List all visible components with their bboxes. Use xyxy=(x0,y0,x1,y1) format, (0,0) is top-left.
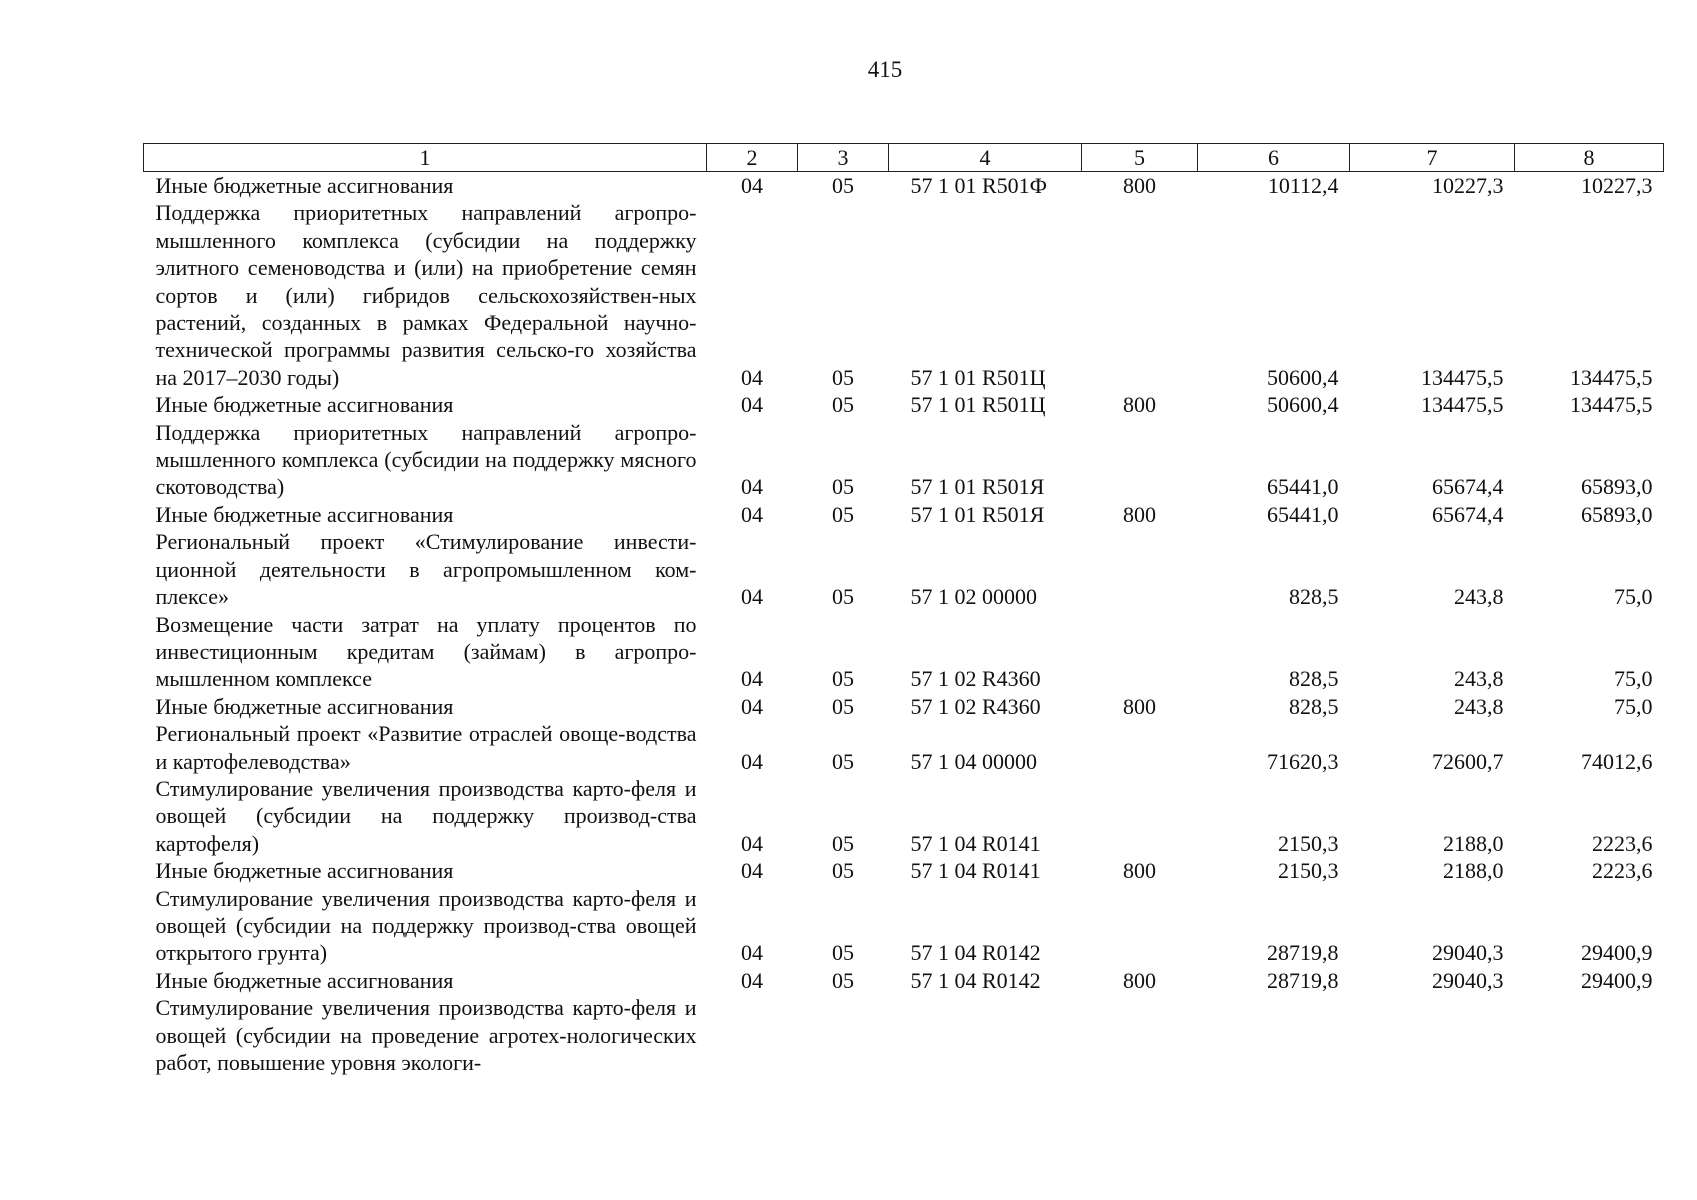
target-article-code: 57 1 01 R501Я xyxy=(910,474,1045,500)
column-header: 5 xyxy=(1082,144,1198,172)
expense-type-code xyxy=(1082,199,1198,391)
target-article-code: 57 1 04 R0141 xyxy=(910,830,1041,856)
item-name: Иные бюджетные ассигнования xyxy=(155,858,454,884)
section-code: 04 xyxy=(741,584,763,610)
column-header: 1 xyxy=(144,144,707,172)
section-code: 04 xyxy=(741,173,763,198)
expense-type-code xyxy=(1082,720,1198,775)
section-code: 04 xyxy=(741,830,763,856)
item-name: Поддержка приоритетных направлений агропро-мышленного комплекса (субсидии на поддержку элитного семеноводства и (или) на приобретение семян сортов и (или) гибридов сельскохозяйствен-ных растений, созданных в рамках Федеральной научно-технической программы развития сельско-го хозяйства на 2017–2030 годы) xyxy=(155,200,697,390)
amount-col7: 243,8 xyxy=(1454,584,1504,610)
subsection-code: 05 xyxy=(832,940,854,966)
table-row xyxy=(144,720,1664,775)
table-row xyxy=(144,528,1664,610)
amount-col6: 50600,4 xyxy=(1267,392,1339,418)
expense-type-code: 800 xyxy=(1123,858,1156,884)
subsection-code: 05 xyxy=(832,830,854,856)
subsection-code: 05 xyxy=(832,693,854,719)
target-article-code: 57 1 04 00000 xyxy=(910,748,1037,774)
target-article-code: 57 1 04 R0141 xyxy=(910,858,1041,884)
expense-type-code xyxy=(1082,611,1198,693)
amount-col7: 72600,7 xyxy=(1432,748,1504,774)
amount-col8: 65893,0 xyxy=(1581,501,1653,527)
budget-table xyxy=(143,143,1664,1076)
amount-col8: 10227,3 xyxy=(1581,173,1653,198)
amount-col8: 29400,9 xyxy=(1581,940,1653,966)
section-code: 04 xyxy=(741,666,763,692)
item-name: Стимулирование увеличения производства карто-феля и овощей (субсидии на проведение агротех-нологических работ, повышение уровня экологи- xyxy=(155,995,697,1075)
subsection-code: 05 xyxy=(832,967,854,993)
amount-col7: 29040,3 xyxy=(1432,940,1504,966)
column-header: 2 xyxy=(707,144,798,172)
section-code: 04 xyxy=(741,967,763,993)
table-row xyxy=(144,419,1664,501)
amount-col6: 2150,3 xyxy=(1278,858,1339,884)
page-number: 415 xyxy=(867,57,903,82)
amount-col7: 65674,4 xyxy=(1432,474,1504,500)
target-article-code: 57 1 04 R0142 xyxy=(910,940,1041,966)
item-name: Поддержка приоритетных направлений агропро-мышленного комплекса (субсидии на поддержку мясного скотоводства) xyxy=(155,419,697,500)
table-row xyxy=(144,501,1664,528)
amount-col8: 74012,6 xyxy=(1581,748,1653,774)
amount-col7: 10227,3 xyxy=(1432,173,1504,198)
expense-type-code: 800 xyxy=(1123,173,1156,198)
section-code: 04 xyxy=(741,748,763,774)
table-row xyxy=(144,611,1664,693)
table-row xyxy=(144,857,1664,884)
amount-col6: 28719,8 xyxy=(1267,967,1339,993)
target-article-code: 57 1 01 R501Ц xyxy=(910,364,1046,390)
amount-col8: 75,0 xyxy=(1614,584,1653,610)
table-row xyxy=(144,199,1664,391)
target-article-code: 57 1 02 R4360 xyxy=(910,666,1041,692)
table-row xyxy=(144,775,1664,857)
section-code: 04 xyxy=(741,474,763,500)
amount-col6: 828,5 xyxy=(1289,693,1339,719)
section-code: 04 xyxy=(741,940,763,966)
header-row xyxy=(144,144,1664,172)
column-header: 6 xyxy=(1198,144,1350,172)
item-name: Иные бюджетные ассигнования xyxy=(155,392,454,418)
amount-col8: 134475,5 xyxy=(1570,364,1653,390)
target-article-code: 57 1 02 R4360 xyxy=(910,693,1041,719)
amount-col7: 134475,5 xyxy=(1421,364,1504,390)
subsection-code: 05 xyxy=(832,666,854,692)
expense-type-code: 800 xyxy=(1123,392,1156,418)
expense-type-code xyxy=(1082,528,1198,610)
section-code: 04 xyxy=(741,364,763,390)
subsection-code: 05 xyxy=(832,173,854,198)
column-header: 8 xyxy=(1515,144,1664,172)
expense-type-code xyxy=(1082,994,1198,1076)
item-name: Возмещение части затрат на уплату процентов по инвестиционным кредитам (займам) в агропро-мышленном комплексе xyxy=(155,611,697,692)
column-header: 4 xyxy=(889,144,1082,172)
amount-col8: 75,0 xyxy=(1614,693,1653,719)
amount-col8: 29400,9 xyxy=(1581,967,1653,993)
item-name: Стимулирование увеличения производства карто-феля и овощей (субсидии на поддержку производ-ства овощей открытого грунта) xyxy=(155,885,697,966)
subsection-code xyxy=(798,994,889,1076)
table-row xyxy=(144,391,1664,418)
target-article-code: 57 1 02 00000 xyxy=(910,584,1037,610)
amount-col7: 29040,3 xyxy=(1432,967,1504,993)
expense-type-code: 800 xyxy=(1123,967,1156,993)
target-article-code: 57 1 01 R501Ц xyxy=(910,392,1046,418)
amount-col6: 65441,0 xyxy=(1267,501,1339,527)
column-header: 3 xyxy=(798,144,889,172)
expense-type-code xyxy=(1082,419,1198,501)
target-article-code: 57 1 01 R501Я xyxy=(910,501,1045,527)
amount-col8 xyxy=(1515,994,1664,1076)
subsection-code: 05 xyxy=(832,474,854,500)
section-code: 04 xyxy=(741,501,763,527)
amount-col6 xyxy=(1198,994,1350,1076)
table-row xyxy=(144,994,1664,1076)
subsection-code: 05 xyxy=(832,858,854,884)
amount-col6: 10112,4 xyxy=(1267,173,1339,198)
amount-col8: 75,0 xyxy=(1614,666,1653,692)
amount-col7: 134475,5 xyxy=(1421,392,1504,418)
column-header: 7 xyxy=(1350,144,1515,172)
expense-type-code: 800 xyxy=(1123,693,1156,719)
amount-col6: 2150,3 xyxy=(1278,830,1339,856)
amount-col8: 65893,0 xyxy=(1581,474,1653,500)
target-article-code xyxy=(889,994,1082,1076)
item-name: Иные бюджетные ассигнования xyxy=(155,693,454,719)
item-name: Стимулирование увеличения производства карто-феля и овощей (субсидии на поддержку производ-ства картофеля) xyxy=(155,775,697,856)
amount-col8: 2223,6 xyxy=(1592,858,1653,884)
expense-type-code xyxy=(1082,885,1198,967)
target-article-code: 57 1 01 R501Ф xyxy=(910,173,1048,198)
table-row xyxy=(144,885,1664,967)
subsection-code: 05 xyxy=(832,392,854,418)
item-name: Иные бюджетные ассигнования xyxy=(155,501,454,527)
expense-type-code: 800 xyxy=(1123,501,1156,527)
item-name: Иные бюджетные ассигнования xyxy=(155,173,454,198)
table-row xyxy=(144,693,1664,720)
subsection-code: 05 xyxy=(832,501,854,527)
subsection-code: 05 xyxy=(832,748,854,774)
amount-col8: 134475,5 xyxy=(1570,392,1653,418)
subsection-code: 05 xyxy=(832,364,854,390)
target-article-code: 57 1 04 R0142 xyxy=(910,967,1041,993)
amount-col7: 2188,0 xyxy=(1443,830,1504,856)
amount-col8: 2223,6 xyxy=(1592,830,1653,856)
section-code xyxy=(707,994,798,1076)
amount-col6: 828,5 xyxy=(1289,584,1339,610)
amount-col7 xyxy=(1350,994,1515,1076)
table-row xyxy=(144,967,1664,994)
amount-col6: 28719,8 xyxy=(1267,940,1339,966)
item-name: Региональный проект «Стимулирование инвести-ционной деятельности в агропромышленном ком-плексе» xyxy=(155,529,697,610)
amount-col6: 71620,3 xyxy=(1267,748,1339,774)
amount-col7: 243,8 xyxy=(1454,666,1504,692)
amount-col6: 828,5 xyxy=(1289,666,1339,692)
table-row xyxy=(144,172,1664,200)
item-name: Региональный проект «Развитие отраслей овоще-водства и картофелеводства» xyxy=(155,721,697,774)
amount-col7: 243,8 xyxy=(1454,693,1504,719)
amount-col6: 50600,4 xyxy=(1267,364,1339,390)
section-code: 04 xyxy=(741,858,763,884)
amount-col7: 65674,4 xyxy=(1432,501,1504,527)
amount-col7: 2188,0 xyxy=(1443,858,1504,884)
section-code: 04 xyxy=(741,392,763,418)
item-name: Иные бюджетные ассигнования xyxy=(155,967,454,993)
expense-type-code xyxy=(1082,775,1198,857)
section-code: 04 xyxy=(741,693,763,719)
amount-col6: 65441,0 xyxy=(1267,474,1339,500)
subsection-code: 05 xyxy=(832,584,854,610)
